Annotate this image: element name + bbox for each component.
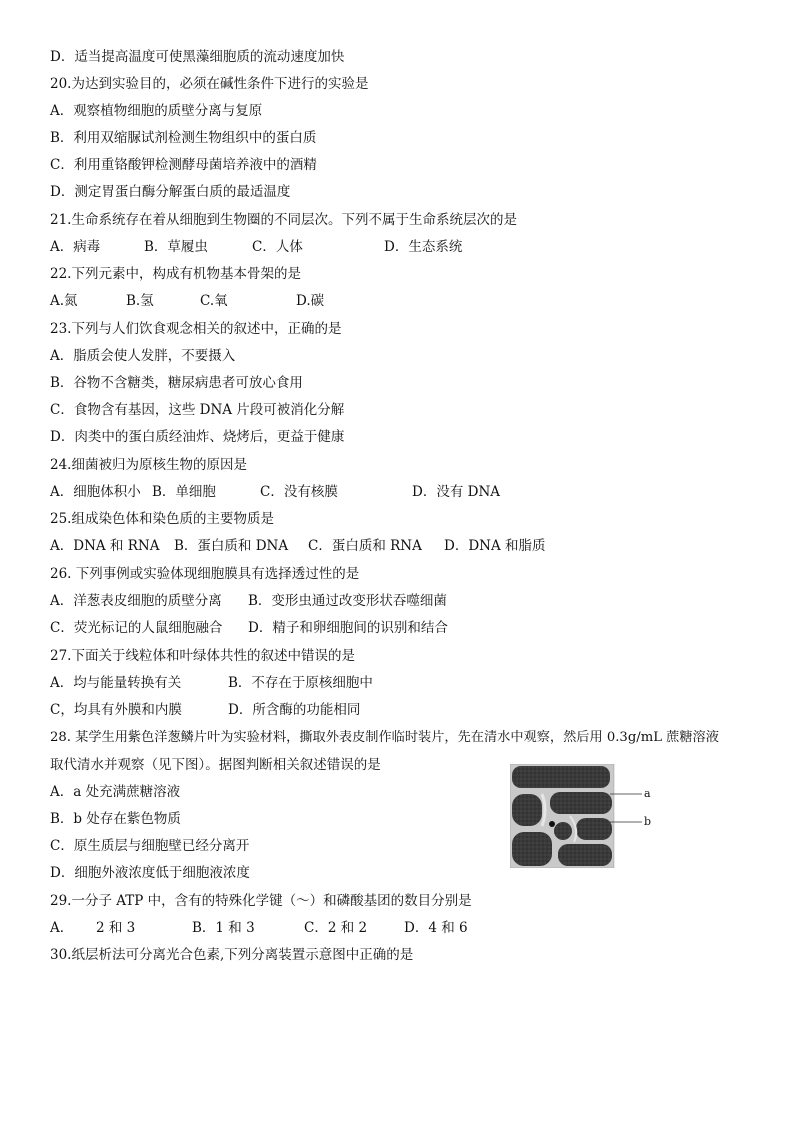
q29-options <box>50 919 750 937</box>
q22-options <box>50 292 750 310</box>
q22-option-a: A.氮 <box>50 293 78 309</box>
label-a: a <box>644 787 651 800</box>
q20-option-b: B．利用双缩脲试剂检测生物组织中的蛋白质 <box>50 130 317 146</box>
q25-option-c: C．蛋白质和 RNA <box>308 538 422 554</box>
question-30: 30.纸层析法可分离光合色素,下列分离装置示意图中正确的是 <box>50 947 414 963</box>
q27-option-d: D．所含酶的功能相同 <box>228 702 361 718</box>
q21-option-d: D．生态系统 <box>384 239 463 255</box>
q28-option-c: C．原生质层与细胞壁已经分离开 <box>50 838 250 854</box>
q29-option-a-letter: A． <box>50 920 74 936</box>
q22-option-d: D.碳 <box>296 293 325 309</box>
q23-option-b: B．谷物不含糖类，糖尿病患者可放心食用 <box>50 375 303 391</box>
question-25: 25.组成染色体和染色质的主要物质是 <box>50 511 274 527</box>
q26-option-d: D．精子和卵细胞间的识别和结合 <box>248 620 448 636</box>
q24-option-c: C．没有核膜 <box>260 484 338 500</box>
q20-option-a: A．观察植物细胞的质壁分离与复原 <box>50 103 263 119</box>
label-b: b <box>644 815 652 828</box>
q29-option-a-value: 2 和 3 <box>96 920 136 936</box>
q27-options-row1 <box>50 674 750 692</box>
q27-option-a: A．均与能量转换有关 <box>50 675 182 691</box>
q27-option-b: B．不存在于原核细胞中 <box>228 675 373 691</box>
q21-option-c: C．人体 <box>252 239 303 255</box>
q28-option-b: B．b 处存在紫色物质 <box>50 811 181 827</box>
q24-options <box>50 483 750 501</box>
q28-option-a: A．a 处充满蔗糖溶液 <box>50 784 181 800</box>
onion-cell-micrograph <box>510 764 652 868</box>
q22-option-c: C.氧 <box>200 293 228 309</box>
question-22: 22.下列元素中，构成有机物基本骨架的是 <box>50 266 301 282</box>
q21-option-b: B．草履虫 <box>144 239 208 255</box>
q20-option-d: D．测定胃蛋白酶分解蛋白质的最适温度 <box>50 184 291 200</box>
q29-option-b: B．1 和 3 <box>192 920 255 936</box>
question-27: 27.下面关于线粒体和叶绿体共性的叙述中错误的是 <box>50 648 355 664</box>
question-20: 20.为达到实验目的，必须在碱性条件下进行的实验是 <box>50 76 369 92</box>
q20-option-c: C．利用重铬酸钾检测酵母菌培养液中的酒精 <box>50 157 317 173</box>
q25-option-d: D．DNA 和脂质 <box>444 538 546 554</box>
micrograph-image <box>510 764 652 868</box>
q25-options <box>50 537 750 555</box>
q25-option-a: A．DNA 和 RNA <box>50 538 160 554</box>
q24-option-b: B．单细胞 <box>152 484 216 500</box>
q26-option-c: C．荧光标记的人鼠细胞融合 <box>50 620 223 636</box>
q28-option-d: D．细胞外液浓度低于细胞液浓度 <box>50 865 250 881</box>
option-d-line: D．适当提高温度可使黑藻细胞质的流动速度加快 <box>50 49 345 65</box>
question-21: 21.生命系统存在着从细胞到生物圈的不同层次。下列不属于生命系统层次的是 <box>50 212 517 228</box>
q24-option-d: D．没有 DNA <box>412 484 501 500</box>
q23-option-d: D．肉类中的蛋白质经油炸、烧烤后，更益于健康 <box>50 429 345 445</box>
q21-options <box>50 238 750 256</box>
q26-option-b: B．变形虫通过改变形状吞噬细菌 <box>248 593 447 609</box>
q26-options-row2 <box>50 619 750 637</box>
q26-options-row1 <box>50 592 750 610</box>
question-26: 26. 下列事例或实验体现细胞膜具有选择透过性的是 <box>50 566 360 582</box>
q29-option-c: C．2 和 2 <box>304 920 368 936</box>
q25-option-b: B．蛋白质和 DNA <box>174 538 289 554</box>
question-28-continued: 取代清水并观察（见下图）。据图判断相关叙述错误的是 <box>50 757 381 773</box>
question-24: 24.细菌被归为原核生物的原因是 <box>50 457 247 473</box>
q23-option-c: C．食物含有基因，这些 DNA 片段可被消化分解 <box>50 402 345 418</box>
question-28: 28. 某学生用紫色洋葱鳞片叶为实验材料，撕取外表皮制作临时装片，先在清水中观察，然后用 0.3g/mL 蔗糖溶液 <box>50 730 719 745</box>
q23-option-a: A．脂质会使人发胖，不要摄入 <box>50 348 236 364</box>
q29-option-d: D．4 和 6 <box>404 920 468 936</box>
q26-option-a: A．洋葱表皮细胞的质壁分离 <box>50 593 222 609</box>
question-29: 29.一分子 ATP 中，含有的特殊化学键（～）和磷酸基团的数目分别是 <box>50 893 472 909</box>
q27-option-c: C，均具有外膜和内膜 <box>50 702 182 718</box>
q27-options-row2 <box>50 701 750 719</box>
q22-option-b: B.氢 <box>126 293 154 309</box>
q24-option-a: A．细胞体积小 <box>50 484 141 500</box>
question-23: 23.下列与人们饮食观念相关的叙述中，正确的是 <box>50 321 342 337</box>
q21-option-a: A．病毒 <box>50 239 101 255</box>
